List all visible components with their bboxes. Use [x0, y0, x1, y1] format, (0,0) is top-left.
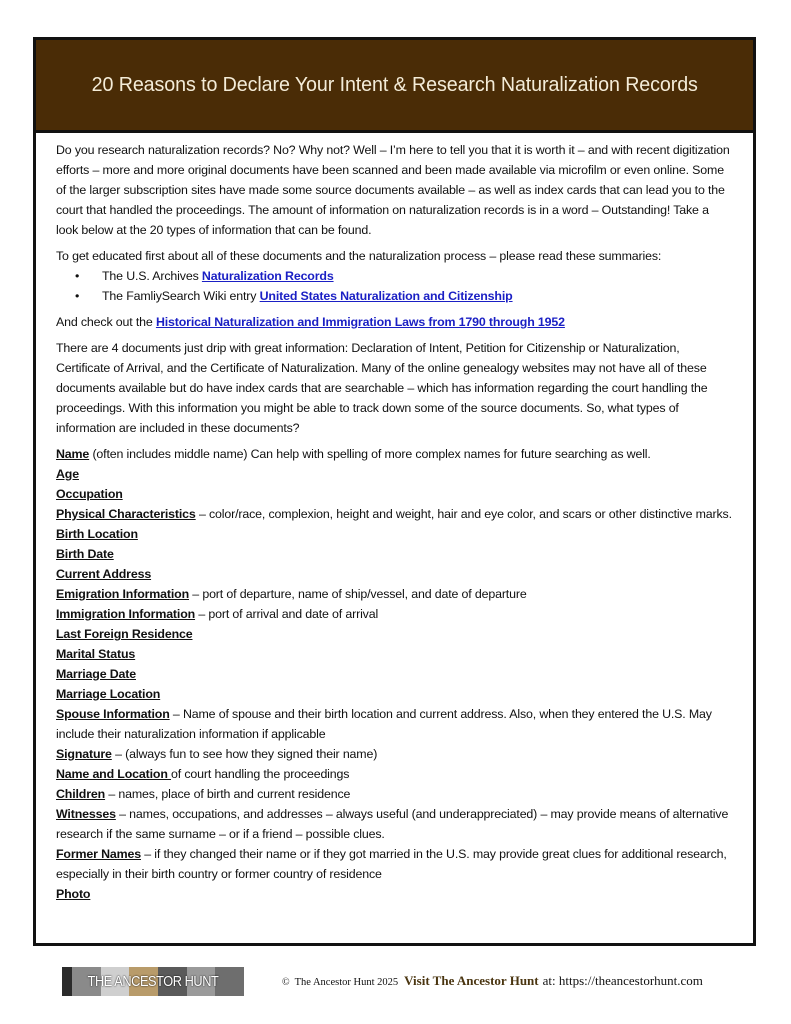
- list-item: [56, 544, 733, 564]
- list-item: [56, 704, 733, 744]
- check-out-prefix: And check out the: [56, 315, 156, 329]
- page-title: 20 Reasons to Declare Your Intent & Research Naturalization Records: [91, 73, 698, 96]
- copyright-icon: ©: [282, 977, 290, 988]
- list-item: [56, 744, 733, 764]
- item-term: Marital Status: [56, 647, 136, 661]
- item-term: Emigration Information: [56, 587, 189, 601]
- ancestor-hunt-logo[interactable]: [62, 967, 244, 996]
- copyright-text: The Ancestor Hunt 2025: [294, 977, 399, 988]
- item-term: Witnesses: [56, 807, 116, 821]
- item-term: Birth Date: [56, 547, 114, 561]
- list-item: [56, 444, 733, 464]
- bullet-icon: •: [75, 289, 80, 303]
- list-item: [56, 604, 733, 624]
- list-item: [56, 884, 733, 904]
- list-item: [56, 684, 733, 704]
- footer-credits: [282, 973, 703, 989]
- list-item: [56, 624, 733, 644]
- item-term: Marriage Location: [56, 687, 161, 701]
- item-term: Birth Location: [56, 527, 138, 541]
- site-url-link[interactable]: at: https://theancestorhunt.com: [542, 973, 703, 988]
- list-item: [56, 784, 733, 804]
- item-term: Former Names: [56, 847, 141, 861]
- intro-paragraph: Do you research naturalization records? No? Why not? Well – I’m here to tell you that it is worth it – and with recent digitization efforts – more and more original documents have been scanned and been made available via microfilm or even online. Some of the larger subscription sites have made some source documents available – as well as index cards that can lead you to the court that handled the proceedings. The amount of information on naturalization records is in a word – Outstanding! Take a look below at the 20 types of information that can be found.: [56, 143, 730, 237]
- content-body: [36, 133, 753, 904]
- item-term: Photo: [56, 887, 91, 901]
- item-desc: – names, occupations, and addresses – always useful (and underappreciated) – may provide means of alternative research if the same surname – or if a friend – possible clues.: [56, 807, 729, 841]
- item-term: Age: [56, 467, 79, 481]
- summaries-list: [56, 266, 733, 306]
- list-item: [56, 844, 733, 884]
- list-item: [56, 764, 733, 784]
- item-term: Current Address: [56, 567, 152, 581]
- list-item: [56, 464, 733, 484]
- historical-laws-link[interactable]: Historical Naturalization and Immigration Laws from 1790 through 1952: [155, 315, 565, 329]
- page-footer: [62, 966, 732, 996]
- item-term: Last Foreign Residence: [56, 627, 193, 641]
- item-desc: – color/race, complexion, height and weight, hair and eye color, and scars or other distinctive marks.: [195, 507, 732, 521]
- item-term: Spouse Information: [56, 707, 170, 721]
- summaries-intro: To get educated first about all of these documents and the naturalization process – please read these summaries:: [56, 249, 662, 263]
- bullet-prefix: The FamliySearch Wiki entry: [102, 289, 260, 303]
- item-desc: (often includes middle name) Can help with spelling of more complex names for future searching as well.: [89, 447, 651, 461]
- item-desc: – Name of spouse and their birth location and current address. Also, when they entered the U.S. May include their naturalization information if applicable: [56, 707, 712, 741]
- list-item: [56, 504, 733, 524]
- item-desc: – names, place of birth and current residence: [105, 787, 351, 801]
- item-desc: – (always fun to see how they signed their name): [111, 747, 378, 761]
- item-desc: – if they changed their name or if they got married in the U.S. may provide great clues for additional research, especially in their birth country or former country of residence: [56, 847, 727, 881]
- list-item: [56, 664, 733, 684]
- check-out-paragraph: [56, 312, 733, 332]
- naturalization-records-link[interactable]: Naturalization Records: [201, 269, 334, 283]
- item-term: Name and Location: [56, 767, 172, 781]
- bullet-prefix: The U.S. Archives: [102, 269, 202, 283]
- list-item: [56, 584, 733, 604]
- item-term: Marriage Date: [56, 667, 136, 681]
- familysearch-wiki-link[interactable]: United States Naturalization and Citizenship: [259, 289, 513, 303]
- list-item: [56, 484, 733, 504]
- title-banner: [36, 40, 753, 133]
- item-term: Physical Characteristics: [56, 507, 196, 521]
- list-item: [56, 804, 733, 844]
- document-frame: [33, 37, 756, 946]
- list-item: [56, 524, 733, 544]
- item-term: Occupation: [56, 487, 123, 501]
- list-item: [56, 564, 733, 584]
- documents-paragraph: There are 4 documents just drip with great information: Declaration of Intent, Petition for Citizenship or Naturalization, Certificate of Arrival, and the Certificate of Naturalization. Many of the online genealogy websites may not have all of these documents available but do have index cards that are searchable – which has information regarding the court handling the proceedings. With this information you might be able to track down some of the source documents. So, what types of information are included in these documents?: [56, 341, 708, 435]
- item-term: Immigration Information: [56, 607, 196, 621]
- information-types-list: [56, 444, 733, 904]
- list-item: [56, 644, 733, 664]
- item-term: Name: [56, 447, 90, 461]
- item-desc: – port of arrival and date of arrival: [195, 607, 379, 621]
- logo-photo-segment: [62, 967, 72, 996]
- item-desc: – port of departure, name of ship/vessel, and date of departure: [189, 587, 527, 601]
- visit-label: Visit The Ancestor Hunt: [404, 973, 539, 988]
- bullet-icon: •: [75, 269, 80, 283]
- item-term: Signature: [56, 747, 112, 761]
- list-item: [56, 286, 733, 306]
- item-term: Children: [56, 787, 106, 801]
- item-desc: of court handling the proceedings: [171, 767, 350, 781]
- logo-text: THE ANCESTOR HUNT: [87, 972, 219, 990]
- list-item: [56, 266, 733, 286]
